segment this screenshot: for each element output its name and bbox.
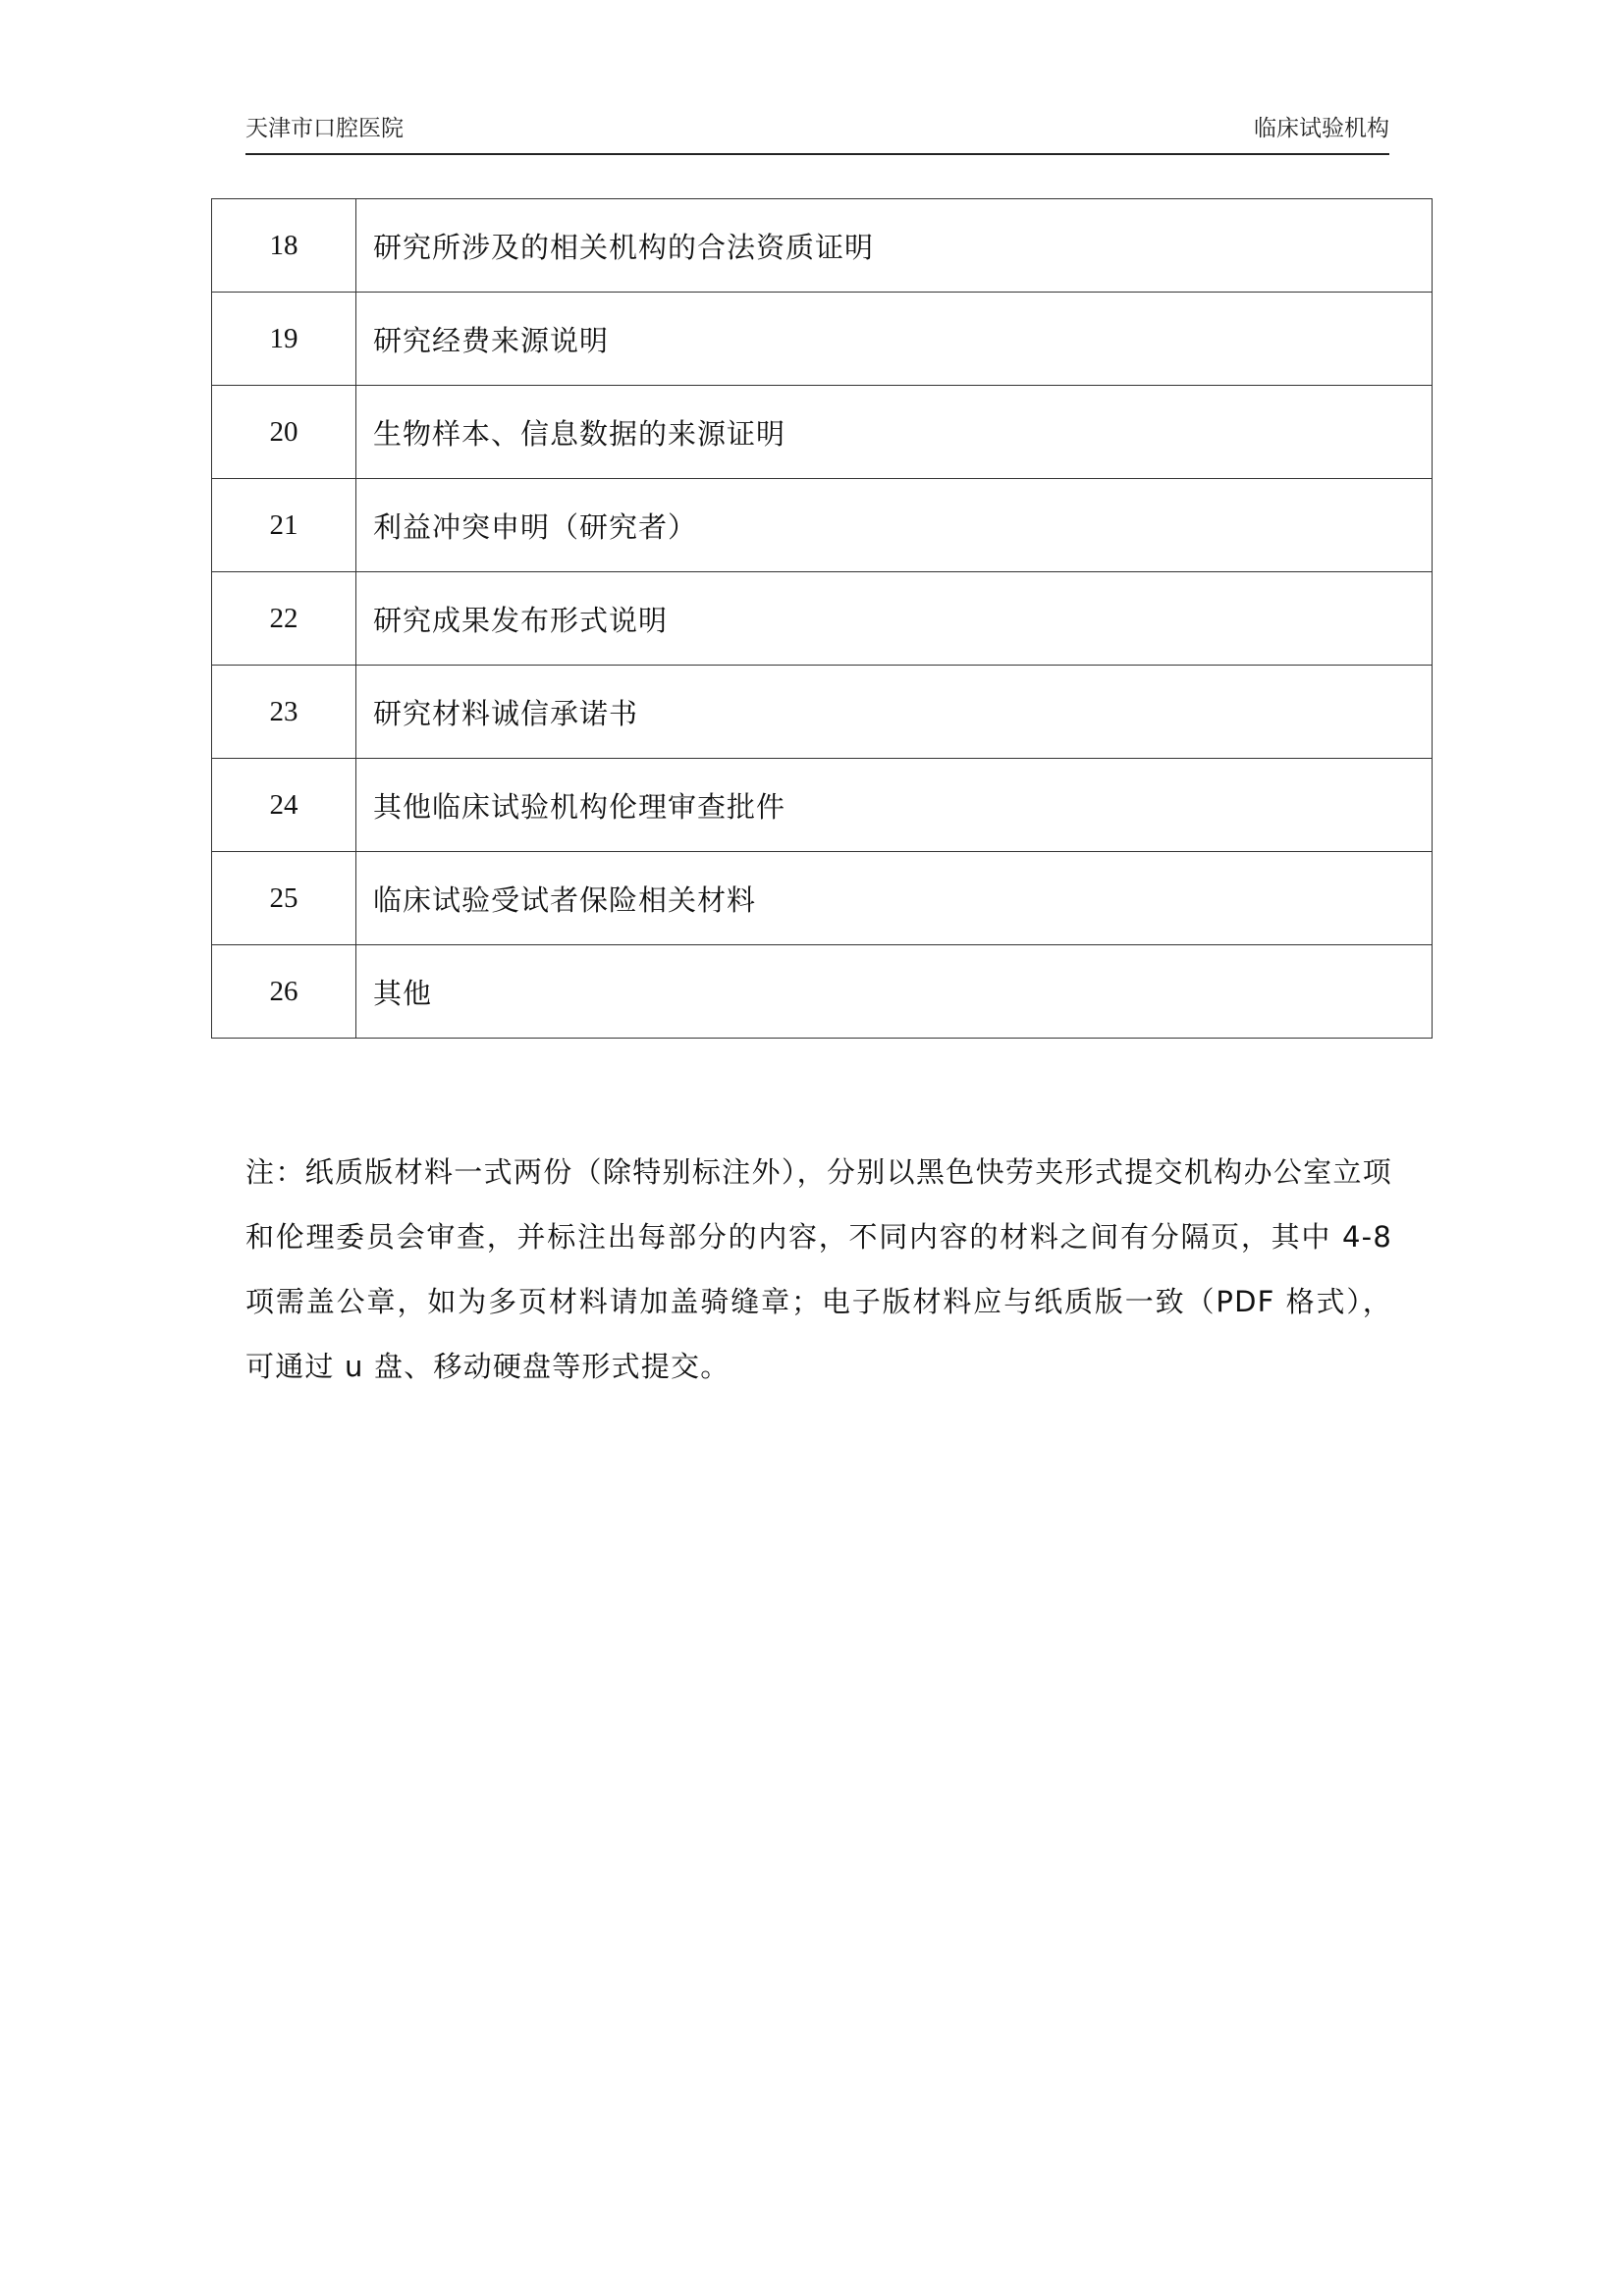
materials-table [211,198,1433,1039]
row-material-name: 研究成果发布形式说明 [373,603,669,637]
header-hospital-name: 天津市口腔医院 [245,116,404,141]
table-row [212,852,1432,945]
row-number: 20 [212,386,356,478]
submission-note: 注：纸质版材料一式两份（除特别标注外），分别以黑色快劳夹形式提交机构办公室立项和伦理委员会审查，并标注出每部分的内容，不同内容的材料之间有分隔页，其中 4-8 项需盖公章，如为多页材料请加盖骑缝章；电子版材料应与纸质版一致（PDF 格式），可通过 u 盘、移动硬盘等形式提交。 [245,1155,1392,1383]
row-material-name: 研究材料诚信承诺书 [373,696,639,730]
row-material-name: 临床试验受试者保险相关材料 [373,882,757,917]
row-material-name: 其他 [373,976,433,1010]
row-number: 19 [212,293,356,385]
table-row [212,666,1432,759]
table-row [212,572,1432,666]
row-number: 22 [212,572,356,665]
row-number: 25 [212,852,356,944]
table-row [212,293,1432,386]
table-row [212,945,1432,1039]
header-department-name: 临床试验机构 [1254,116,1389,141]
row-number: 24 [212,759,356,851]
row-number: 18 [212,199,356,292]
row-number: 21 [212,479,356,571]
row-material-name: 研究所涉及的相关机构的合法资质证明 [373,230,875,264]
row-number: 26 [212,945,356,1038]
row-material-name: 其他临床试验机构伦理审查批件 [373,789,786,824]
table-row [212,759,1432,852]
table-row [212,386,1432,479]
row-material-name: 利益冲突申明（研究者） [373,509,698,544]
table-row [212,479,1432,572]
page-header [245,106,1389,155]
table-row [212,199,1432,293]
row-material-name: 生物样本、信息数据的来源证明 [373,416,786,451]
row-number: 23 [212,666,356,758]
row-material-name: 研究经费来源说明 [373,323,610,357]
